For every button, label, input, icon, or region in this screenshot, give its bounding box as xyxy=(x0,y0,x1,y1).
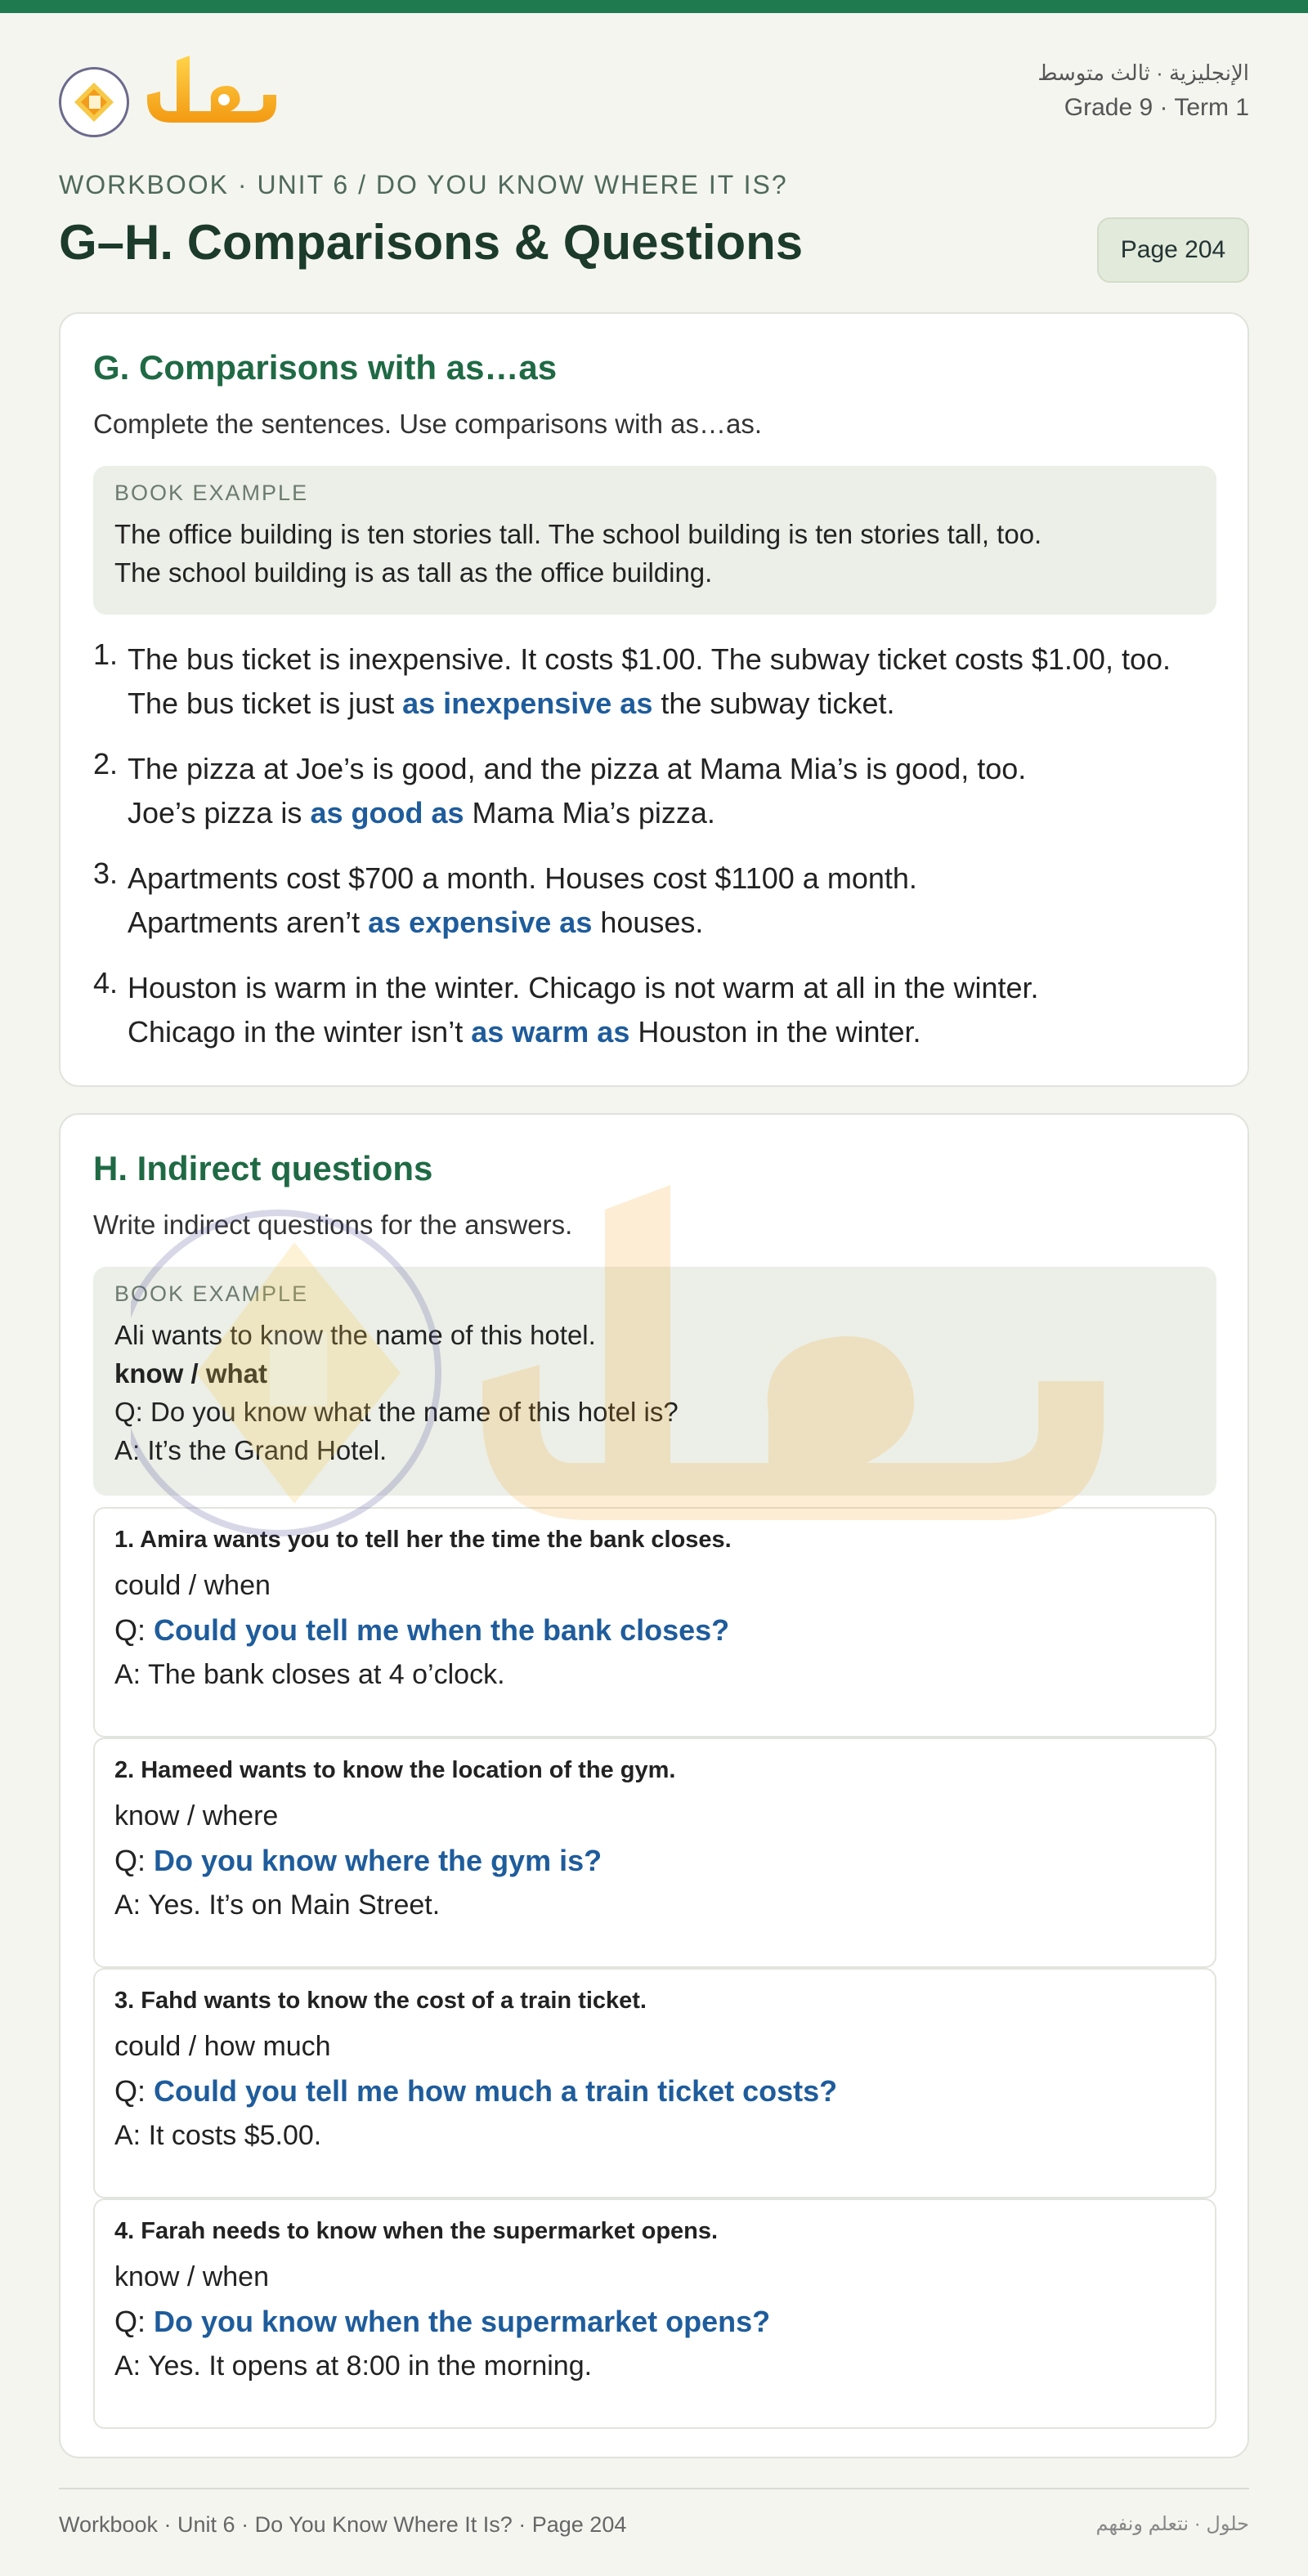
q-prefix: Q: xyxy=(114,2305,155,2338)
section-h-heading: H. Indirect questions xyxy=(93,1149,433,1187)
brand-logo xyxy=(59,51,288,141)
question-prompt: 1. Amira wants you to tell her the time the bank closes. xyxy=(114,1527,732,1553)
item-prompt: The pizza at Joe’s is good, and the pizza at Mama Mia’s is good, too. xyxy=(128,752,1027,785)
answer-text: as expensive as xyxy=(368,906,593,939)
section-h-example xyxy=(93,1267,1216,1496)
section-g-heading: G. Comparisons with as…as xyxy=(93,348,558,387)
footer-divider xyxy=(59,2488,1249,2489)
answer-line: A: It costs $5.00. xyxy=(114,2120,322,2151)
question-cue: could / how much xyxy=(114,2031,331,2062)
question-cue: know / when xyxy=(114,2261,269,2292)
top-accent-bar xyxy=(0,0,1308,13)
item-number: 1. xyxy=(93,637,119,671)
section-g-card xyxy=(59,312,1249,1087)
breadcrumb: WORKBOOK · UNIT 6 / DO YOU KNOW WHERE IT IS? xyxy=(59,170,788,199)
answer-post-text: Houston in the winter. xyxy=(629,1015,921,1049)
question-prompt: 3. Fahd wants to know the cost of a train ticket. xyxy=(114,1988,647,2014)
subject-label-ar: الإنجليزية · ثالث متوسط xyxy=(1037,60,1249,85)
footer-caption: Workbook · Unit 6 · Do You Know Where It Is? · Page 204 xyxy=(59,2512,627,2537)
page-title: G–H. Comparisons & Questions xyxy=(59,215,804,270)
answer-text: Do you know when the supermarket opens? xyxy=(154,2305,771,2338)
logo-wordmark xyxy=(132,51,288,145)
item-prompt: The bus ticket is inexpensive. It costs $1.00. The subway ticket costs $1.00, too. xyxy=(128,642,1171,676)
list-item xyxy=(93,966,1221,1054)
section-g-example xyxy=(93,466,1216,615)
item-number: 3. xyxy=(93,856,119,890)
section-g-instruction: Complete the sentences. Use comparisons with as…as. xyxy=(93,409,763,439)
section-h-card xyxy=(59,1113,1249,2458)
q-prefix: Q: xyxy=(114,2074,155,2108)
footer-brand: حلول · نتعلم ونفهم xyxy=(1095,2513,1249,2535)
answer-post-text: the subway ticket. xyxy=(652,686,895,720)
question-line xyxy=(114,1613,1195,1648)
book-emblem-icon xyxy=(59,67,129,137)
example-line: The school building is as tall as the office building. xyxy=(114,557,713,588)
answer-pre-text: Apartments aren’t xyxy=(128,906,369,939)
section-g-items xyxy=(93,637,1221,1076)
item-number: 4. xyxy=(93,966,119,1000)
item-number: 2. xyxy=(93,747,119,780)
answer-pre-text: Joe’s pizza is xyxy=(128,796,311,830)
answer-post-text: Mama Mia’s pizza. xyxy=(464,796,715,830)
section-h-items xyxy=(93,1507,1216,2429)
example-line: The office building is ten stories tall. The school building is ten stories tall, too. xyxy=(114,519,1042,549)
item-answer-line xyxy=(128,1010,1221,1054)
example-line: Ali wants to know the name of this hotel. xyxy=(114,1320,596,1350)
item-prompt: Houston is warm in the winter. Chicago is not warm at all in the winter. xyxy=(128,971,1039,1004)
question-prompt: 4. Farah needs to know when the supermarket opens. xyxy=(114,2218,719,2244)
answer-text: Could you tell me when the bank closes? xyxy=(154,1613,730,1647)
list-item xyxy=(93,637,1221,726)
question-cue: know / where xyxy=(114,1800,279,1831)
q-prefix: Q: xyxy=(114,1844,155,1877)
grade-term-label: Grade 9 · Term 1 xyxy=(1064,94,1249,121)
answer-pre-text: The bus ticket is just xyxy=(128,686,403,720)
header-meta xyxy=(1037,60,1249,122)
question-prompt: 2. Hameed wants to know the location of the gym. xyxy=(114,1757,676,1783)
example-cue: know / what xyxy=(114,1358,268,1389)
answer-pre-text: Chicago in the winter isn’t xyxy=(128,1015,472,1049)
question-card xyxy=(93,1507,1216,1737)
q-prefix: Q: xyxy=(114,1613,155,1647)
item-answer-line xyxy=(128,682,1221,726)
example-label: BOOK EXAMPLE xyxy=(114,481,309,505)
answer-text: as inexpensive as xyxy=(402,686,653,720)
question-card xyxy=(93,1737,1216,1968)
example-answer: A: It’s the Grand Hotel. xyxy=(114,1435,387,1465)
question-line xyxy=(114,2074,1195,2109)
example-question: Q: Do you know what the name of this hotel is? xyxy=(114,1397,679,1427)
question-card xyxy=(93,2198,1216,2429)
item-prompt: Apartments cost $700 a month. Houses cost $1100 a month. xyxy=(128,861,917,895)
answer-line: A: Yes. It opens at 8:00 in the morning. xyxy=(114,2350,593,2381)
question-card xyxy=(93,1968,1216,2198)
question-cue: could / when xyxy=(114,1570,271,1601)
answer-text: Could you tell me how much a train ticket costs? xyxy=(154,2074,838,2108)
section-h-instruction: Write indirect questions for the answers. xyxy=(93,1210,573,1240)
answer-text: Do you know where the gym is? xyxy=(154,1844,602,1877)
question-line xyxy=(114,1844,1195,1878)
answer-post-text: houses. xyxy=(592,906,704,939)
list-item xyxy=(93,747,1221,835)
page-number-badge: Page 204 xyxy=(1097,217,1249,283)
answer-line: A: The bank closes at 4 o’clock. xyxy=(114,1659,505,1690)
list-item xyxy=(93,856,1221,945)
answer-text: as warm as xyxy=(471,1015,630,1049)
page-header xyxy=(59,51,1249,141)
item-answer-line xyxy=(128,791,1221,835)
item-answer-line xyxy=(128,901,1221,945)
answer-line: A: Yes. It’s on Main Street. xyxy=(114,1890,441,1921)
question-line xyxy=(114,2305,1195,2339)
answer-text: as good as xyxy=(310,796,464,830)
example-label: BOOK EXAMPLE xyxy=(114,1281,309,1306)
